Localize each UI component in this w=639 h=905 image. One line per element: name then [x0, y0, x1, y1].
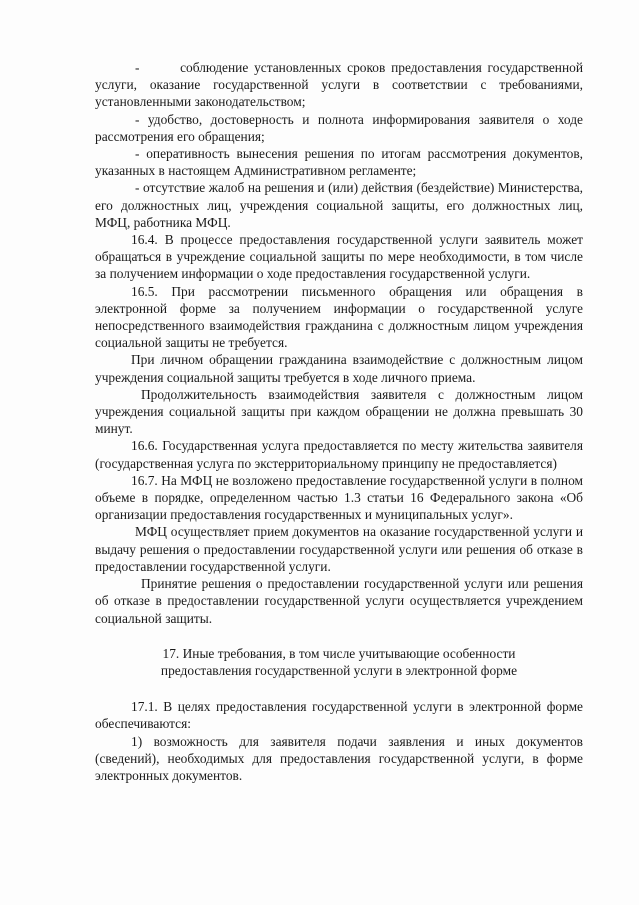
paragraph-decision: Принятие решения о предоставлении государственной услуги или решения об отказе в предоставлении государственной услуги осуществляется учреждением социальной защиты.: [95, 576, 583, 626]
heading-line-1: 17. Иные требования, в том числе учитывающие особенности: [162, 645, 516, 661]
paragraph-mfc: МФЦ осуществляет прием документов на оказание государственной услуги и выдачу решения о предоставлении государственной услуги или решения об отказе в предоставлении государственной услуги.: [95, 524, 583, 574]
paragraph-efficiency: - оперативность вынесения решения по итогам рассмотрения документов, указанных в настоящем Административном регламенте;: [95, 146, 583, 179]
paragraph-17-1: 17.1. В целях предоставления государственной услуги в электронной форме обеспечиваются:: [95, 699, 583, 732]
paragraph-16-6: 16.6. Государственная услуга предоставляется по месту жительства заявителя (государственная услуга по экстерриториальному принципу не предоставляется): [95, 438, 583, 471]
paragraph-16-4: 16.4. В процессе предоставления государственной услуги заявитель может обращаться в учреждение социальной защиты по мере необходимости, в том числе за получением информации о ходе предоставления государственной услуги.: [95, 232, 583, 282]
paragraph-no-complaints: - отсутствие жалоб на решения и (или) действия (бездействие) Министерства, его должностных лиц, учреждения социальной защиты, его должностных лиц, МФЦ, работника МФЦ.: [95, 180, 583, 230]
heading-line-2: предоставления государственной услуги в электронной форме: [160, 662, 518, 678]
section-17-heading: [95, 645, 583, 679]
paragraph-deadlines: - соблюдение установленных сроков предоставления государственной услуги, оказание государственной услуги в соответствии с требованиями, установленными законодательством;: [95, 60, 583, 110]
paragraph-17-1-item-1: 1) возможность для заявителя подачи заявления и иных документов (сведений), необходимых для предоставления государственной услуги, в форме электронных документов.: [95, 733, 583, 783]
paragraph-convenience: - удобство, достоверность и полнота информирования заявителя о ходе рассмотрения его обращения;: [95, 111, 583, 144]
paragraph-personal-visit: При личном обращении гражданина взаимодействие с должностным лицом учреждения социальной защиты требуется в ходе личного приема.: [95, 352, 583, 385]
paragraph-16-5: 16.5. При рассмотрении письменного обращения или обращения в электронной форме за получением информации о государственной услуге непосредственного взаимодействия гражданина с должностным лицом учреждения социальной защиты не требуется.: [95, 283, 583, 351]
paragraph-duration: Продолжительность взаимодействия заявителя с должностным лицом учреждения социальной защиты при каждом обращении не должна превышать 30 минут.: [95, 386, 583, 437]
document-body: [95, 59, 583, 784]
paragraph-16-7: 16.7. На МФЦ не возложено предоставление государственной услуги в полном объеме в порядке, определенном частью 1.3 статьи 16 Федерального закона «Об организации предоставления государственных и муниципальных услуг».: [95, 472, 583, 523]
